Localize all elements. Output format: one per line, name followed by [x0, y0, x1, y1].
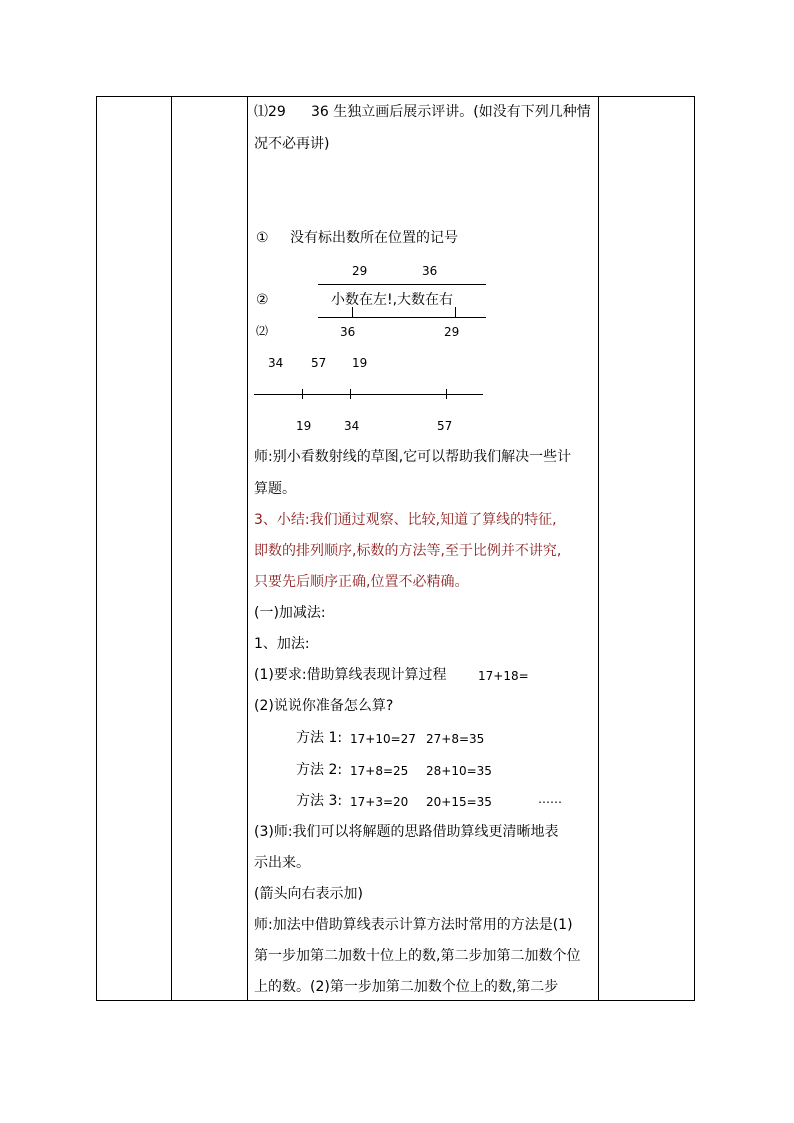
teacher-note-line: 师:别小看数射线的草图,它可以帮助我们解决一些计 — [254, 449, 572, 465]
column-divider — [247, 97, 248, 1000]
method-step: 27+8=35 — [426, 732, 485, 746]
nl2-top-label: 19 — [352, 356, 368, 370]
number-line-2 — [254, 394, 483, 395]
method-step: 28+10=35 — [426, 764, 492, 778]
method-label: 方法 2: — [296, 762, 343, 778]
paragraph-line: (3)师:我们可以将解题的思路借助算线更清晰地表 — [254, 824, 559, 840]
nl2-top-label: 57 — [311, 356, 327, 370]
nl2-bottom-label: 57 — [437, 419, 453, 433]
case2-sub-marker: ⑵ — [256, 324, 269, 338]
method-label: 方法 1: — [296, 730, 343, 746]
case1-marker: ① — [256, 230, 269, 246]
case2-text: 小数在左!,大数在右 — [331, 292, 454, 308]
requirement-label: (1)要求:借助算线表现计算过程 — [254, 667, 447, 683]
method-step: 17+8=25 — [350, 764, 409, 778]
intro-line1-b: 36 生独立画后展示评讲。(如没有下列几种情 — [311, 104, 591, 120]
arrow-note: (箭头向右表示加) — [254, 886, 363, 902]
nl2-bottom-label: 19 — [296, 419, 312, 433]
method-step: 17+3=20 — [350, 795, 409, 809]
nl2-bottom-label: 34 — [344, 419, 360, 433]
nl1-bottom-label: 36 — [340, 325, 356, 339]
case2-marker: ② — [256, 292, 269, 308]
column-divider — [598, 97, 599, 1000]
method-step: 17+10=27 — [350, 732, 416, 746]
intro-line2: 况不必再讲) — [254, 136, 330, 152]
teacher-note-line: 师:加法中借助算线表示计算方法时常用的方法是(1) — [254, 917, 573, 933]
method-label: 方法 3: — [296, 793, 343, 809]
teacher-note-line: 算题。 — [254, 481, 296, 497]
paragraph-line: 示出来。 — [254, 855, 310, 871]
number-line-tick — [446, 389, 447, 399]
requirement-expression: 17+18= — [478, 669, 529, 683]
nl1-bottom-label: 29 — [444, 325, 460, 339]
nl1-top-label: 36 — [422, 264, 438, 278]
method-step: 20+15=35 — [426, 795, 492, 809]
teacher-note-line: 上的数。(2)第一步加第二加数个位上的数,第二步 — [254, 979, 559, 995]
sub-title: 1、加法: — [254, 636, 310, 652]
number-line-top — [318, 284, 486, 285]
number-line-tick — [350, 389, 351, 399]
summary-line: 即数的排列顺序,标数的方法等,至于比例并不讲究, — [254, 543, 562, 559]
number-line-tick — [455, 307, 456, 317]
number-line-tick — [302, 389, 303, 399]
case1-text: 没有标出数所在位置的记号 — [290, 230, 458, 246]
nl2-top-label: 34 — [268, 356, 284, 370]
teacher-note-line: 第一步加第二加数十位上的数,第二步加第二加数个位 — [254, 948, 581, 964]
column-divider — [171, 97, 172, 1000]
question: (2)说说你准备怎么算? — [254, 698, 394, 714]
summary-line: 3、小结:我们通过观察、比较,知道了算线的特征, — [254, 512, 557, 528]
section-title: (一)加减法: — [254, 605, 326, 621]
number-line-bottom — [318, 317, 486, 318]
number-line-tick — [352, 307, 353, 317]
summary-line: 只要先后顺序正确,位置不必精确。 — [254, 574, 469, 590]
ellipsis: …… — [538, 792, 562, 806]
intro-line1-a: ⑴29 — [254, 104, 286, 120]
nl1-top-label: 29 — [352, 264, 368, 278]
